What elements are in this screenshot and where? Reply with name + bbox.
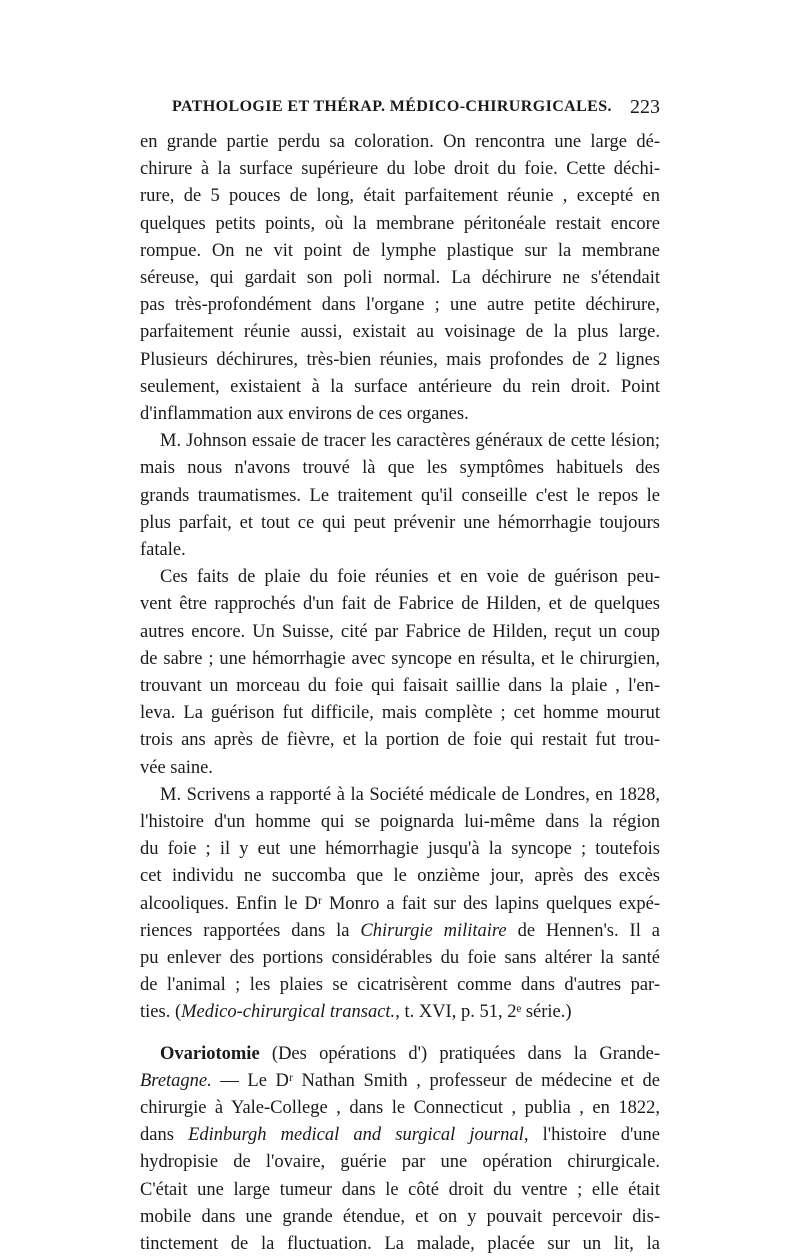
text-line: Plusieurs déchirures, très-bien réunies, mais profondes de 2 lignes	[140, 350, 660, 370]
text-line: quelques petits points, où la membrane péritonéale restait encore	[140, 214, 660, 234]
text-line: ties. (Medico-chirurgical transact., t. XVI, p. 51, 2ᵉ série.)	[140, 1002, 572, 1022]
text-line: pas très-profondément dans l'organe ; une autre petite déchirure,	[140, 295, 660, 315]
text-line: dans Edinburgh medical and surgical journal, l'histoire d'une	[140, 1125, 660, 1145]
text-line: plus parfait, et tout ce qui peut prévenir une hémorrhagie toujours	[140, 513, 660, 533]
text-line: du foie ; il y eut une hémorrhagie jusqu'à la syncope ; toutefois	[140, 839, 660, 859]
text-line: rure, de 5 pouces de long, était parfaitement réunie , excepté en	[140, 186, 660, 206]
text-line: seulement, existaient à la surface antérieure du rein droit. Point	[140, 377, 660, 397]
text-line: cet individu ne succomba que le onzième jour, après des excès	[140, 866, 660, 886]
text-line: trouvant un morceau du foie qui faisait saillie dans la plaie , l'en-	[140, 676, 660, 696]
text-line: C'était une large tumeur dans le côté droit du ventre ; elle était	[140, 1180, 660, 1200]
page-number: 223	[630, 96, 660, 118]
text-line: fatale.	[140, 540, 186, 560]
text-line: vée saine.	[140, 758, 213, 778]
text-line: Bretagne. — Le Dʳ Nathan Smith , professeur de médecine et de	[140, 1071, 660, 1091]
text-line: trois ans après de fièvre, et la portion de foie qui restait fut trou-	[140, 730, 660, 750]
text-line: leva. La guérison fut difficile, mais complète ; cet homme mourut	[140, 703, 660, 723]
text-line: riences rapportées dans la Chirurgie militaire de Hennen's. Il a	[140, 921, 660, 941]
text-line: de sabre ; une hémorrhagie avec syncope en résulta, et le chirurgien,	[140, 649, 660, 669]
text-line: en grande partie perdu sa coloration. On rencontra une large dé-	[140, 132, 660, 152]
text-line: de l'animal ; les plaies se cicatrisèrent comme dans d'autres par-	[140, 975, 660, 995]
text-line: vent être rapprochés d'un fait de Fabrice de Hilden, et de quelques	[140, 594, 660, 614]
text-line: hydropisie de l'ovaire, guérie par une opération chirurgicale.	[140, 1152, 660, 1172]
text-line: Ces faits de plaie du foie réunies et en voie de guérison peu-	[160, 567, 660, 587]
text-line: séreuse, qui gardait son poli normal. La déchirure ne s'étendait	[140, 268, 660, 288]
text-line: chirurgie à Yale-College , dans le Connecticut , publia , en 1822,	[140, 1098, 660, 1118]
text-line: mobile dans une grande étendue, et on y pouvait percevoir dis-	[140, 1207, 660, 1227]
text-line: l'histoire d'un homme qui se poignarda lui-même dans la région	[140, 812, 660, 832]
text-line: chirure à la surface supérieure du lobe droit du foie. Cette déchi-	[140, 159, 660, 179]
running-title: PATHOLOGIE ET THÉRAP. MÉDICO-CHIRURGICALES.	[172, 98, 612, 115]
text-line: pu enlever des portions considérables du foie sans altérer la santé	[140, 948, 660, 968]
text-line: alcooliques. Enfin le Dʳ Monro a fait sur des lapins quelques expé-	[140, 894, 660, 914]
text-line: Ovariotomie (Des opérations d') pratiquées dans la Grande-	[160, 1044, 660, 1064]
text-line: d'inflammation aux environs de ces organes.	[140, 404, 469, 424]
text-line: M. Scrivens a rapporté à la Société médicale de Londres, en 1828,	[160, 785, 660, 805]
text-line: rompue. On ne vit point de lymphe plastique sur la membrane	[140, 241, 660, 261]
text-line: tinctement de la fluctuation. La malade, placée sur un lit, la	[140, 1234, 660, 1254]
text-line: parfaitement réunie aussi, existait au voisinage de la plus large.	[140, 322, 660, 342]
text-line: M. Johnson essaie de tracer les caractères généraux de cette lésion;	[160, 431, 660, 451]
text-line: grands traumatismes. Le traitement qu'il conseille c'est le repos le	[140, 486, 660, 506]
text-line: mais nous n'avons trouvé là que les symptômes habituels des	[140, 458, 660, 478]
text-line: autres encore. Un Suisse, cité par Fabrice de Hilden, reçut un coup	[140, 622, 660, 642]
